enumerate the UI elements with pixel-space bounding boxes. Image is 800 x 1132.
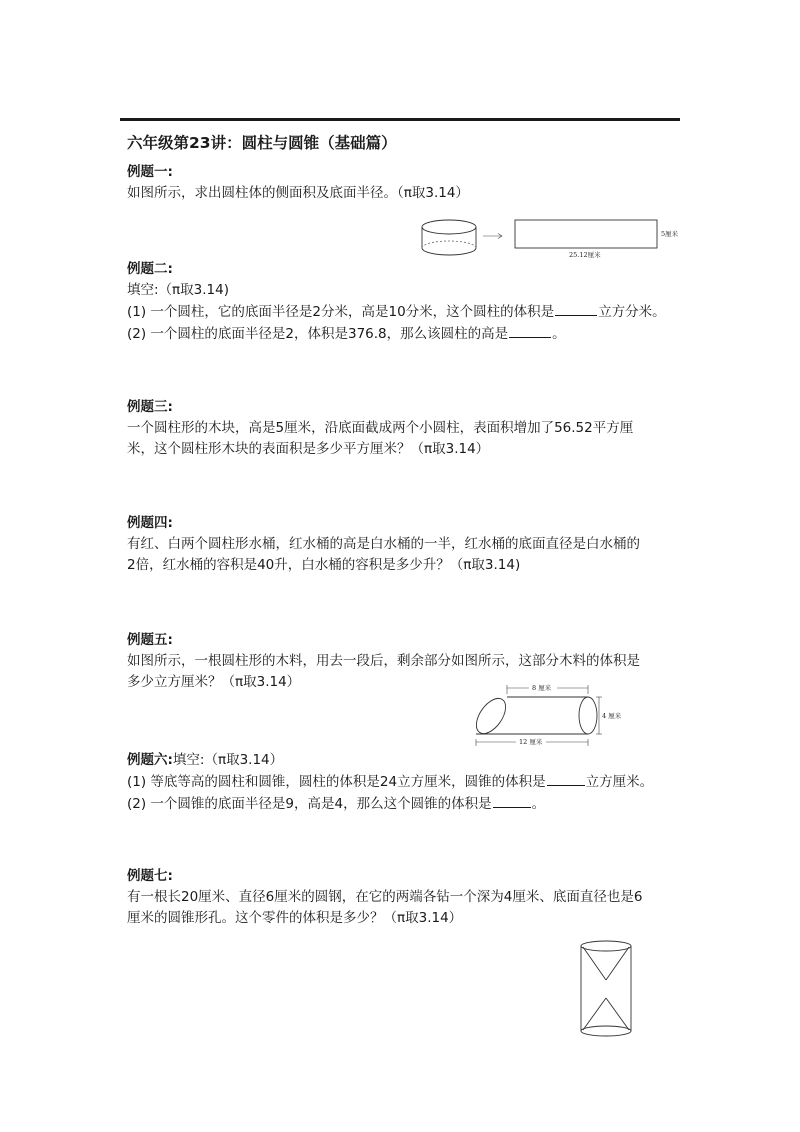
question-unit: 立方厘米。: [585, 774, 654, 790]
rect-height-label: 5厘米: [661, 230, 679, 238]
question-unit: 。: [552, 326, 566, 342]
question-text: (2) 一个圆锥的底面半径是9，高是4，那么这个圆锥的体积是: [127, 796, 492, 812]
example-6-heading: 例题六:: [127, 752, 173, 768]
example-3-line-1: 一个圆柱形的木块，高是5厘米，沿底面截成两个小圆柱，表面积增加了56.52平方厘: [127, 420, 634, 436]
question-text: (2) 一个圆柱的底面半径是2，体积是376.8，那么该圆柱的高是: [127, 326, 509, 342]
example-7-line-2: 厘米的圆锥形孔。这个零件的体积是多少？（π取3.14）: [127, 910, 463, 926]
drilled-cylinder-figure: [581, 941, 631, 1036]
example-7-line-1: 有一根长20厘米、直径6厘米的圆钢，在它的两端各钻一个深为4厘米、底面直径也是6: [127, 889, 643, 905]
rect-width-label: 25.12厘米: [569, 251, 601, 259]
example-2-intro: 填空:（π取3.14): [127, 282, 230, 298]
top-length-label: 8 厘米: [532, 684, 552, 692]
question-unit: 。: [531, 796, 546, 812]
question-text: (1) 一个圆柱，它的底面半径是2分米，高是10分米，这个圆柱的体积是: [127, 304, 555, 320]
example-5-line-2: 多少立方厘米？（π取3.14）: [127, 674, 301, 690]
example-7-heading: 例题七:: [127, 868, 173, 884]
example-5-heading: 例题五:: [127, 632, 173, 648]
bottom-length-label: 12 厘米: [519, 738, 543, 746]
example-3-heading: 例题三:: [127, 399, 173, 415]
question-unit: 立方分米。: [598, 304, 666, 320]
example-3-line-2: 米，这个圆柱形木块的表面积是多少平方厘米？（π取3.14）: [127, 441, 490, 457]
example-1-text: 如图所示，求出圆柱体的侧面积及底面半径。（π取3.14）: [127, 185, 469, 201]
example-2-heading: 例题二:: [127, 261, 173, 277]
example-4-line-2: 2倍，红水桶的容积是40升，白水桶的容积是多少升？（π取3.14): [127, 557, 521, 573]
diameter-label: 4 厘米: [602, 712, 622, 720]
question-text: (1) 等底等高的圆柱和圆锥，圆柱的体积是24立方厘米，圆锥的体积是: [127, 774, 546, 790]
example-4-line-1: 有红、白两个圆柱形水桶，红水桶的高是白水桶的一半，红水桶的底面直径是白水桶的: [127, 536, 640, 552]
example-4-heading: 例题四:: [127, 515, 173, 531]
example-5-line-1: 如图所示，一根圆柱形的木料，用去一段后，剩余部分如图所示，这部分木料的体积是: [127, 653, 640, 669]
example-1-heading: 例题一:: [127, 164, 173, 180]
page-title: 六年级第23讲：圆柱与圆锥（基础篇）: [127, 134, 397, 152]
example-6-intro: 填空:（π取3.14）: [172, 752, 284, 768]
